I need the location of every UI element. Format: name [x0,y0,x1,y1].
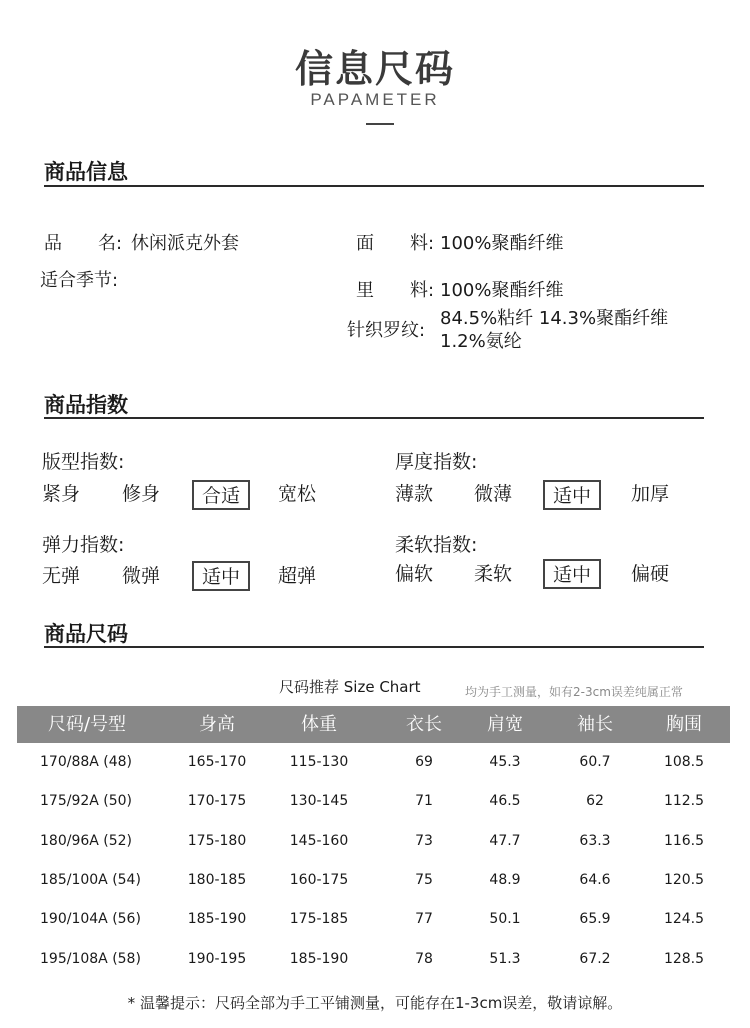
table-cell: 46.5 [489,793,521,809]
thickness-option: 薄款 [395,483,434,505]
size-cell: 195/108A (58) [40,951,141,967]
column-header: 肩宽 [487,714,523,735]
table-cell: 128.5 [663,951,705,967]
knit-value-line1: 84.5%粘纤 14.3%聚酯纤维 [440,308,669,329]
table-cell: 115-130 [289,754,349,770]
fit-option: 修身 [122,483,161,505]
fit-option: 紧身 [42,483,81,505]
table-cell: 190-195 [187,951,247,967]
lining-value: 100%聚酯纤维 [440,280,564,301]
table-cell: 175-180 [187,833,247,849]
softness-option: 柔软 [474,563,513,585]
table-cell: 185-190 [187,911,247,927]
size-cell: 170/88A (48) [40,754,133,770]
fit-option-selected: 合适 [192,480,250,510]
fabric-label: 面 料: [356,233,435,254]
table-cell: 124.5 [663,911,705,927]
thickness-option-selected: 适中 [543,480,601,510]
table-cell: 120.5 [663,872,705,888]
size-cell: 180/96A (52) [40,833,133,849]
section-title-product-info: 商品信息 [44,160,128,184]
table-cell: 45.3 [489,754,521,770]
page-subtitle: PAPAMETER [310,90,440,109]
section-title-indices: 商品指数 [44,393,128,417]
table-cell: 65.9 [579,911,611,927]
column-header: 身高 [199,714,235,735]
table-cell: 78 [415,951,433,967]
fit-index-label: 版型指数: [42,451,125,473]
name-value: 休闲派克外套 [131,233,239,254]
size-chart-caption: 尺码推荐 Size Chart [279,678,421,696]
size-table-header [17,706,730,743]
table-cell: 175-185 [289,911,349,927]
fabric-value: 100%聚酯纤维 [440,233,564,254]
fit-option: 宽松 [278,483,317,505]
table-cell: 71 [415,793,433,809]
lining-label: 里 料: [356,280,435,301]
table-cell: 116.5 [663,833,705,849]
column-header: 尺码/号型 [47,714,127,735]
table-cell: 50.1 [489,911,521,927]
size-cell: 185/100A (54) [40,872,141,888]
table-cell: 48.9 [489,872,521,888]
table-cell: 69 [415,754,433,770]
table-cell: 73 [415,833,433,849]
softness-index-label: 柔软指数: [395,534,478,556]
table-cell: 60.7 [579,754,611,770]
table-cell: 145-160 [289,833,349,849]
table-cell: 77 [415,911,433,927]
softness-option-selected: 适中 [543,559,601,589]
size-chart-note: 均为手工测量，如有2-3cm误差纯属正常 [465,685,683,699]
knit-label: 针织罗纹: [347,320,426,341]
table-cell: 63.3 [579,833,611,849]
section-divider [44,646,704,648]
elasticity-option: 无弹 [42,565,81,587]
table-cell: 112.5 [663,793,705,809]
elasticity-option: 超弹 [278,565,317,587]
title-divider [366,123,394,125]
section-divider [44,417,704,419]
table-cell: 62 [586,793,604,809]
column-header: 衣长 [406,714,442,735]
footnote: * 温馨提示：尺码全部为手工平铺测量，可能存在1-3cm误差，敬请谅解。 [127,994,623,1012]
table-cell: 67.2 [579,951,611,967]
size-cell: 190/104A (56) [40,911,141,927]
page-title: 信息尺码 [294,47,455,91]
table-cell: 180-185 [187,872,247,888]
table-cell: 75 [415,872,433,888]
section-title-size: 商品尺码 [44,622,128,646]
table-cell: 185-190 [289,951,349,967]
table-cell: 108.5 [663,754,705,770]
softness-option: 偏硬 [631,563,670,585]
table-cell: 130-145 [289,793,349,809]
table-cell: 165-170 [187,754,247,770]
column-header: 袖长 [577,714,613,735]
thickness-option: 加厚 [631,483,670,505]
table-cell: 51.3 [489,951,521,967]
section-divider [44,185,704,187]
column-header: 胸围 [666,714,702,735]
knit-value-line2: 1.2%氨纶 [440,331,522,352]
elasticity-option: 微弹 [122,565,161,587]
table-cell: 170-175 [187,793,247,809]
elasticity-index-label: 弹力指数: [42,534,125,556]
column-header: 体重 [301,714,337,735]
table-cell: 47.7 [489,833,521,849]
name-label: 品 名: [44,233,123,254]
season-label: 适合季节: [40,270,119,291]
thickness-option: 微薄 [474,483,513,505]
elasticity-option-selected: 适中 [192,561,250,591]
size-cell: 175/92A (50) [40,793,133,809]
table-cell: 160-175 [289,872,349,888]
softness-option: 偏软 [395,563,434,585]
thickness-index-label: 厚度指数: [395,451,478,473]
table-cell: 64.6 [579,872,611,888]
